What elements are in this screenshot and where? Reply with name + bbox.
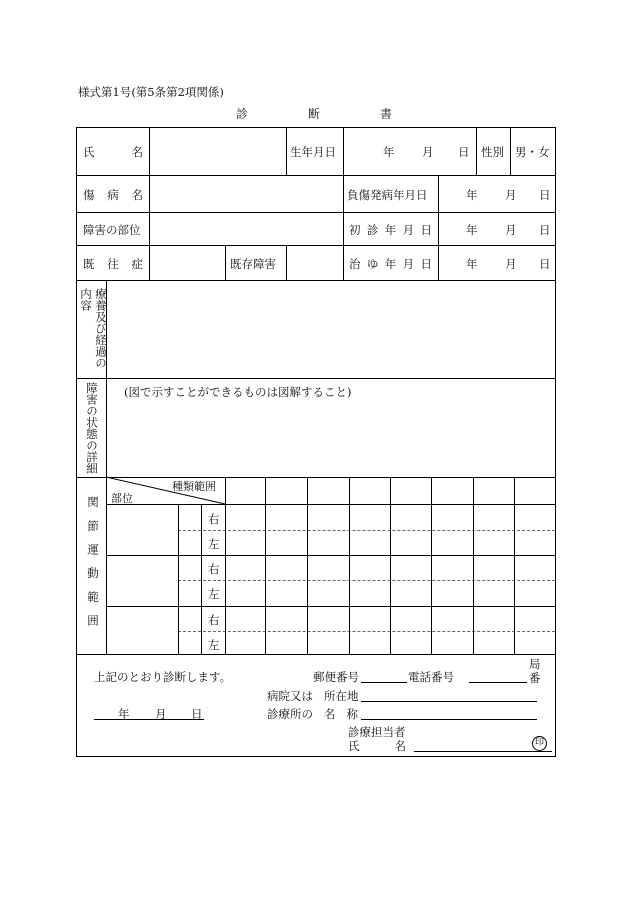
first-visit-label: 初診年月日	[349, 223, 432, 237]
existing-disability-label: 既存障害	[230, 257, 276, 271]
title-char-2: 断	[308, 107, 321, 121]
title-char-3: 書	[380, 107, 393, 121]
hospital-label: 病院又は	[267, 689, 313, 703]
sex-options: 男・女	[515, 145, 550, 159]
form-code: 様式第1号(第5条第2項関係)	[78, 85, 224, 99]
rom-label: 関節運動範囲	[86, 496, 100, 626]
certification-statement: 上記のとおり診断します。	[94, 670, 232, 684]
row-separator	[178, 580, 555, 581]
past-history-label: 既往症	[83, 257, 143, 271]
injury-date-label: 負傷発病年月日	[347, 188, 428, 202]
detail-label: 障害の状態の詳細	[85, 382, 99, 474]
postal-field[interactable]	[361, 669, 407, 683]
postal-label: 郵便番号	[313, 670, 359, 684]
divider	[178, 504, 179, 654]
sex-label: 性別	[481, 145, 504, 159]
diagnosis-form	[76, 127, 556, 757]
number-label: 番	[529, 671, 541, 685]
row-separator	[178, 631, 555, 632]
rom-header-diagonal	[77, 128, 555, 758]
birth-year-unit: 年	[383, 145, 395, 159]
disability-site-label: 障害の部位	[83, 223, 141, 237]
row-separator	[178, 530, 555, 531]
birth-month-unit: 月	[422, 145, 434, 159]
visit-month-unit: 月	[505, 223, 517, 237]
date-field[interactable]	[94, 706, 204, 720]
divider	[225, 477, 226, 654]
document-title	[0, 105, 630, 125]
date-day-unit: 日	[191, 707, 203, 721]
divider	[106, 504, 555, 505]
doctor-name-label: 氏名	[348, 739, 406, 753]
left-label: 左	[208, 587, 220, 601]
detail-note: (図で示すことができるものは図解すること)	[124, 385, 352, 399]
seal-icon: 印	[532, 736, 547, 751]
divider	[473, 477, 474, 654]
right-label: 右	[208, 613, 220, 627]
divider	[349, 477, 350, 654]
address-field[interactable]	[361, 688, 537, 702]
cure-date-label: 治ゆ年月日	[349, 257, 432, 271]
injury-label: 傷病名	[83, 188, 143, 202]
divider	[106, 555, 555, 556]
site-label: 部位	[111, 492, 133, 505]
divider	[514, 477, 515, 654]
left-label: 左	[208, 638, 220, 652]
title-char-1: 診	[236, 107, 249, 121]
facility-name-label: 名称	[324, 707, 358, 721]
birth-label: 生年月日	[290, 145, 336, 159]
date-month-unit: 月	[155, 707, 167, 721]
right-label: 右	[208, 562, 220, 576]
cure-month-unit: 月	[505, 257, 517, 271]
divider	[390, 477, 391, 654]
clinic-label: 診療所の	[267, 707, 313, 721]
left-label: 左	[208, 537, 220, 551]
injury-month-unit: 月	[505, 188, 517, 202]
name-label: 氏名	[83, 145, 143, 159]
cure-year-unit: 年	[466, 257, 478, 271]
visit-year-unit: 年	[466, 223, 478, 237]
doctor-label: 診療担当者	[348, 725, 406, 739]
address-label: 所在地	[324, 689, 359, 703]
birth-day-unit: 日	[458, 145, 470, 159]
divider	[307, 477, 308, 654]
visit-day-unit: 日	[539, 223, 551, 237]
divider	[201, 504, 202, 654]
treatment-label: 療養及び経過の内容	[79, 288, 108, 369]
divider	[106, 606, 555, 607]
divider	[265, 477, 266, 654]
right-label: 右	[208, 512, 220, 526]
facility-name-field[interactable]	[361, 706, 537, 720]
bureau-label: 局	[529, 657, 541, 671]
injury-year-unit: 年	[466, 188, 478, 202]
phone-field[interactable]	[469, 669, 527, 683]
type-range-label: 種類範囲	[172, 480, 216, 493]
injury-day-unit: 日	[539, 188, 551, 202]
cure-day-unit: 日	[539, 257, 551, 271]
divider	[431, 477, 432, 654]
phone-label: 電話番号	[408, 670, 454, 684]
date-year-unit: 年	[118, 707, 130, 721]
